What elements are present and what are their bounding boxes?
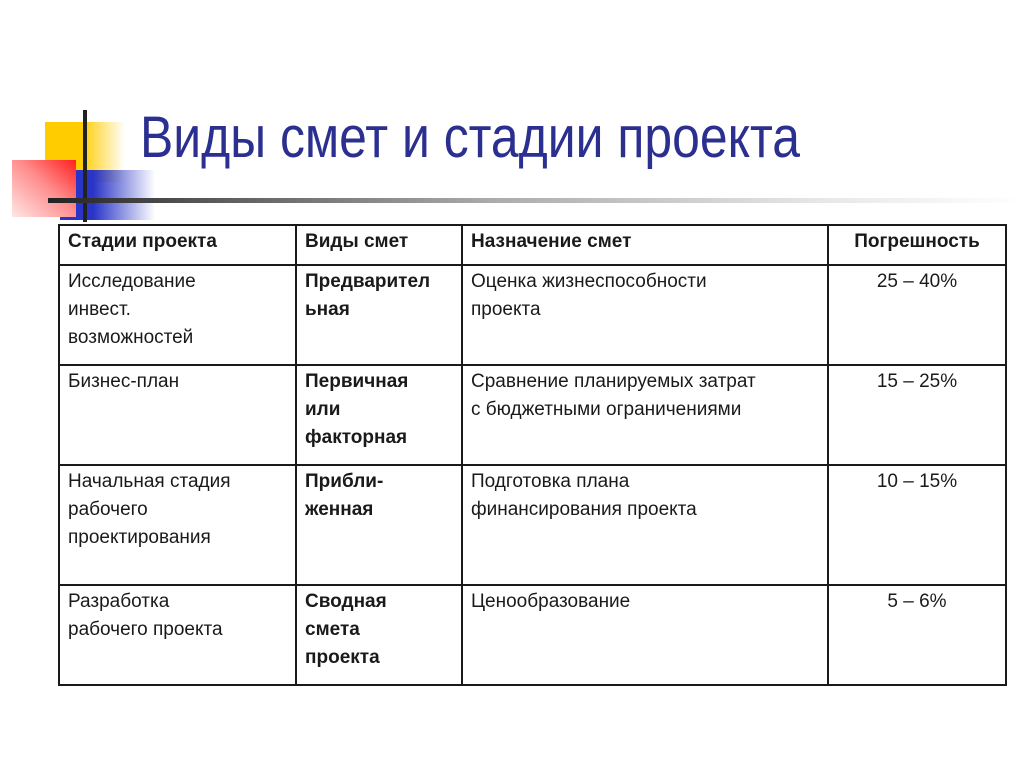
header-purpose: Назначение смет	[462, 225, 828, 265]
table-row	[59, 365, 1006, 465]
cell-purpose: Сравнение планируемых затрат с бюджетными ограничениями	[462, 365, 828, 465]
cell-estimate-type: Прибли- женная	[296, 465, 462, 585]
cell-error: 10 – 15%	[828, 465, 1006, 585]
table-header-row	[59, 225, 1006, 265]
cell-stage: Исследование инвест. возможностей	[59, 265, 296, 365]
red-square-decoration	[12, 160, 76, 217]
cell-estimate-type: Сводная смета проекта	[296, 585, 462, 685]
cell-stage: Начальная стадия рабочего проектирования	[59, 465, 296, 585]
cell-error: 5 – 6%	[828, 585, 1006, 685]
slide-title: Виды смет и стадии проекта	[140, 105, 800, 170]
cell-purpose: Ценообразование	[462, 585, 828, 685]
cell-stage: Бизнес-план	[59, 365, 296, 465]
header-stages: Стадии проекта	[59, 225, 296, 265]
cell-purpose: Оценка жизнеспособности проекта	[462, 265, 828, 365]
table-row	[59, 465, 1006, 585]
table-row	[59, 585, 1006, 685]
cell-purpose: Подготовка плана финансирования проекта	[462, 465, 828, 585]
estimates-table	[58, 224, 1007, 686]
cell-estimate-type: Первичная или факторная	[296, 365, 462, 465]
vertical-line-decoration	[83, 110, 87, 222]
cell-estimate-type: Предварител ьная	[296, 265, 462, 365]
cell-error: 25 – 40%	[828, 265, 1006, 365]
header-estimate-types: Виды смет	[296, 225, 462, 265]
cell-error: 15 – 25%	[828, 365, 1006, 465]
cell-stage: Разработка рабочего проекта	[59, 585, 296, 685]
table-row	[59, 265, 1006, 365]
header-error: Погрешность	[828, 225, 1006, 265]
title-underline-rule	[48, 198, 1023, 203]
